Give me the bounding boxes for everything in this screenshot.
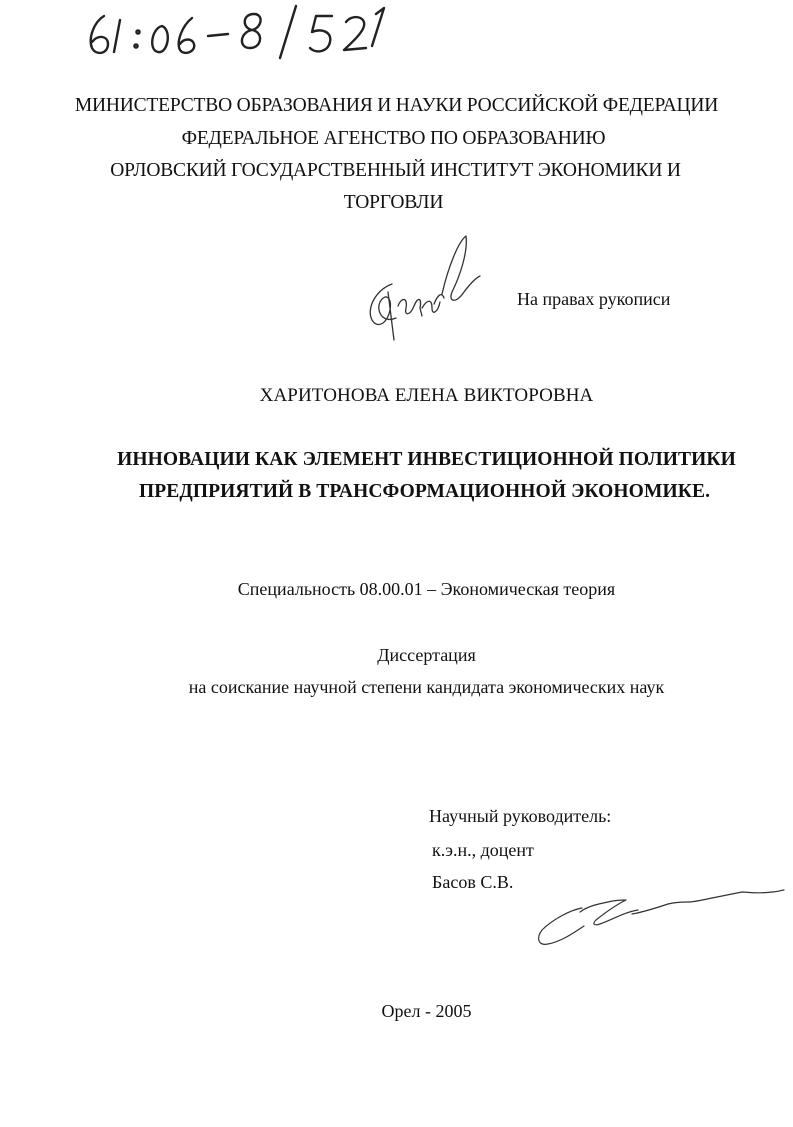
- dissertation-title-line-2: ПРЕДПРИЯТИЙ В ТРАНСФОРМАЦИОННОЙ ЭКОНОМИКЕ.: [138, 481, 711, 502]
- dissertation-title-line-1: ИННОВАЦИИ КАК ЭЛЕМЕНТ ИНВЕСТИЦИОННОЙ ПОЛИТИКИ: [117, 449, 736, 470]
- manuscript-note: На правах рукописи: [517, 289, 671, 309]
- dissertation-purpose: на соискание научной степени кандидата экономических наук: [188, 677, 665, 697]
- institute-line-1: ОРЛОВСКИЙ ГОСУДАРСТВЕННЫЙ ИНСТИТУТ ЭКОНОМИКИ И: [110, 160, 681, 181]
- specialty-line: Специальность 08.00.01 – Экономическая теория: [237, 579, 616, 599]
- city-year: Орел - 2005: [381, 1001, 472, 1021]
- supervisor-name: Басов С.В.: [432, 872, 514, 892]
- supervisor-signature: [536, 884, 786, 950]
- author-name: ХАРИТОНОВА ЕЛЕНА ВИКТОРОВНА: [259, 385, 594, 406]
- agency-line: ФЕДЕРАЛЬНОЕ АГЕНСТВО ПО ОБРАЗОВАНИЮ: [181, 128, 606, 149]
- ministry-line-1: МИНИСТЕРСТВО ОБРАЗОВАНИЯ И НАУКИ РОССИЙСКОЙ ФЕДЕРАЦИИ: [74, 95, 719, 116]
- handwritten-archive-code: [84, 0, 404, 62]
- dissertation-label: Диссертация: [377, 645, 476, 665]
- supervisor-degree: к.э.н., доцент: [432, 840, 534, 860]
- institute-line-2: ТОРГОВЛИ: [343, 192, 444, 213]
- supervisor-label: Научный руководитель:: [429, 806, 612, 826]
- author-signature: [362, 232, 482, 344]
